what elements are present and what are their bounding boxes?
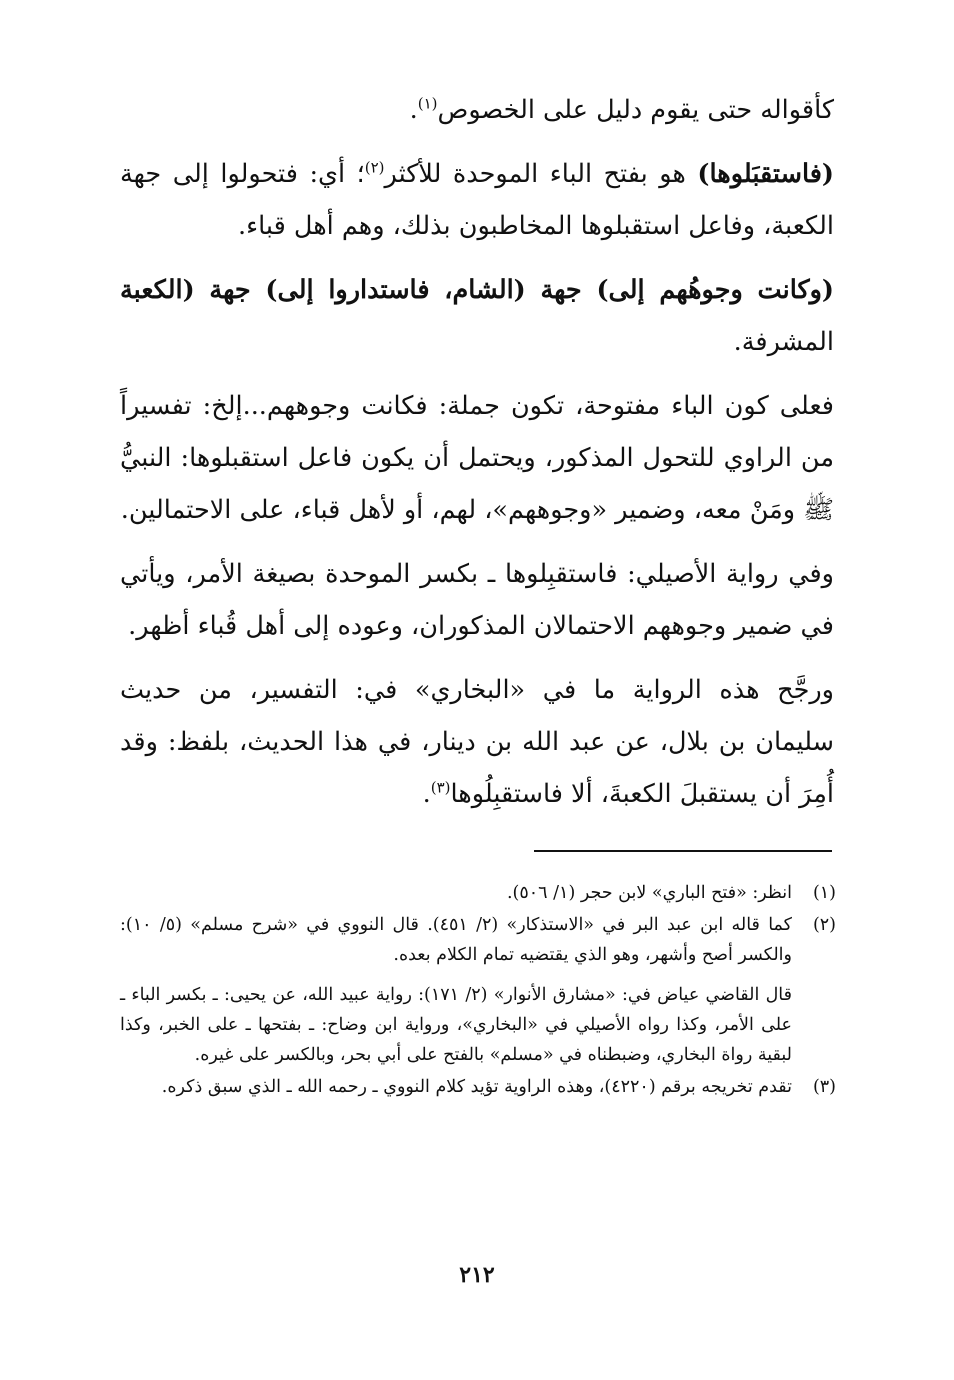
paragraph-tail: . <box>422 779 431 809</box>
paragraph-5 <box>120 548 834 652</box>
footnote-ref-2[interactable]: (٢) <box>364 158 385 177</box>
paragraph-text: هو بفتح الباء الموحدة للأكثر <box>384 159 698 189</box>
footnote-body <box>120 1072 792 1102</box>
page-number: ٢١٢ <box>459 1262 495 1288</box>
footnote-text: تقدم تخريجه برقم (٤٢٢٠)، وهذه الراوية تؤيد كلام النووي ـ رحمه الله ـ الذي سبق ذكره. <box>161 1077 792 1097</box>
footnote-3 <box>120 1072 836 1102</box>
footnote-divider <box>534 850 832 852</box>
footnote-ref-3[interactable]: (٣) <box>430 778 451 797</box>
paragraph-6 <box>120 664 834 820</box>
paragraph-lead: (فاستقبَلوها) <box>697 159 834 189</box>
paragraph-lead: (وكانت وجوهُهم إلى) جهة (الشام، فاستداروا إلى) جهة (الكعبة <box>120 275 834 305</box>
paragraph-text: المشرفة. <box>733 327 834 357</box>
footnote-subparagraph: قال القاضي عياض في: «مشارق الأنوار» (٢/ ١٧١): رواية عبيد الله، عن يحيى: ـ بكسر الباء ـ على الأمر، وكذا رواه الأصيلي في «البخاري»، ورواية ابن وضاح: ـ بفتحها ـ على الخبر، وكذا لبقية رواة البخاري، وضبطناه في «مسلم» بالفتح على أبي بحر، وبالكسر على غيره. <box>120 985 792 1065</box>
paragraph-text: كأقواله حتى يقوم دليل على الخصوص <box>437 95 834 125</box>
paragraph-tail: . <box>409 95 418 125</box>
footnote-text: كما قاله ابن عبد البر في «الاستذكار» (٢/ ٤٥١). قال النووي في «شرح مسلم» (٥/ ١٠): والكسر أصح وأشهر، وهو الذي يقتضيه تمام الكلام بعده. <box>120 915 792 965</box>
paragraph-tail: ؛ أي: فتحولوا إلى جهة الكعبة، وفاعل استقبلوها المخاطبون بذلك، وهم أهل قباء. <box>120 159 834 241</box>
footnote-text: انظر: «فتح الباري» لابن حجر (١/ ٥٠٦). <box>506 883 792 903</box>
main-text <box>120 84 834 832</box>
footnote-2 <box>120 910 836 1070</box>
footnote-ref-1[interactable]: (١) <box>417 94 438 113</box>
footnote-1 <box>120 878 836 908</box>
paragraph-text: ورجَّح هذه الرواية ما في «البخاري» في: التفسير، من حديث سليمان بن بلال، عن عبد الله بن دينار، في هذا الحديث، بلفظ: وقد أُمِرَ أن يستقبلَ الكعبةَ، ألا فاستقبِلُوها <box>120 675 834 809</box>
paragraph-3 <box>120 264 834 368</box>
paragraph-text: وفي رواية الأصيلي: فاستقبِلوها ـ بكسر الموحدة بصيغة الأمر، ويأتي في ضمير وجوههم الاحتمالان المذكوران، وعوده إلى أهل قُباء أظهر. <box>120 559 834 641</box>
footnote-number: (٣) <box>812 1077 836 1097</box>
footnote-number: (١) <box>812 883 836 903</box>
paragraph-4 <box>120 380 834 536</box>
paragraph-2 <box>120 148 834 252</box>
footnote-number: (٢) <box>812 915 836 935</box>
footnotes-section <box>120 878 836 1104</box>
footnote-body <box>120 910 792 1070</box>
paragraph-1 <box>120 84 834 136</box>
footnote-body <box>120 878 792 908</box>
paragraph-text: فعلى كون الباء مفتوحة، تكون جملة: فكانت وجوههم...إلخ: تفسيراً من الراوي للتحول المذكور، ويحتمل أن يكون فاعل استقبلوها: النبيُّ ﷺ ومَنْ معه، وضمير «وجوههم»، لهم، أو لأهل قباء، على الاحتمالين. <box>120 391 834 525</box>
